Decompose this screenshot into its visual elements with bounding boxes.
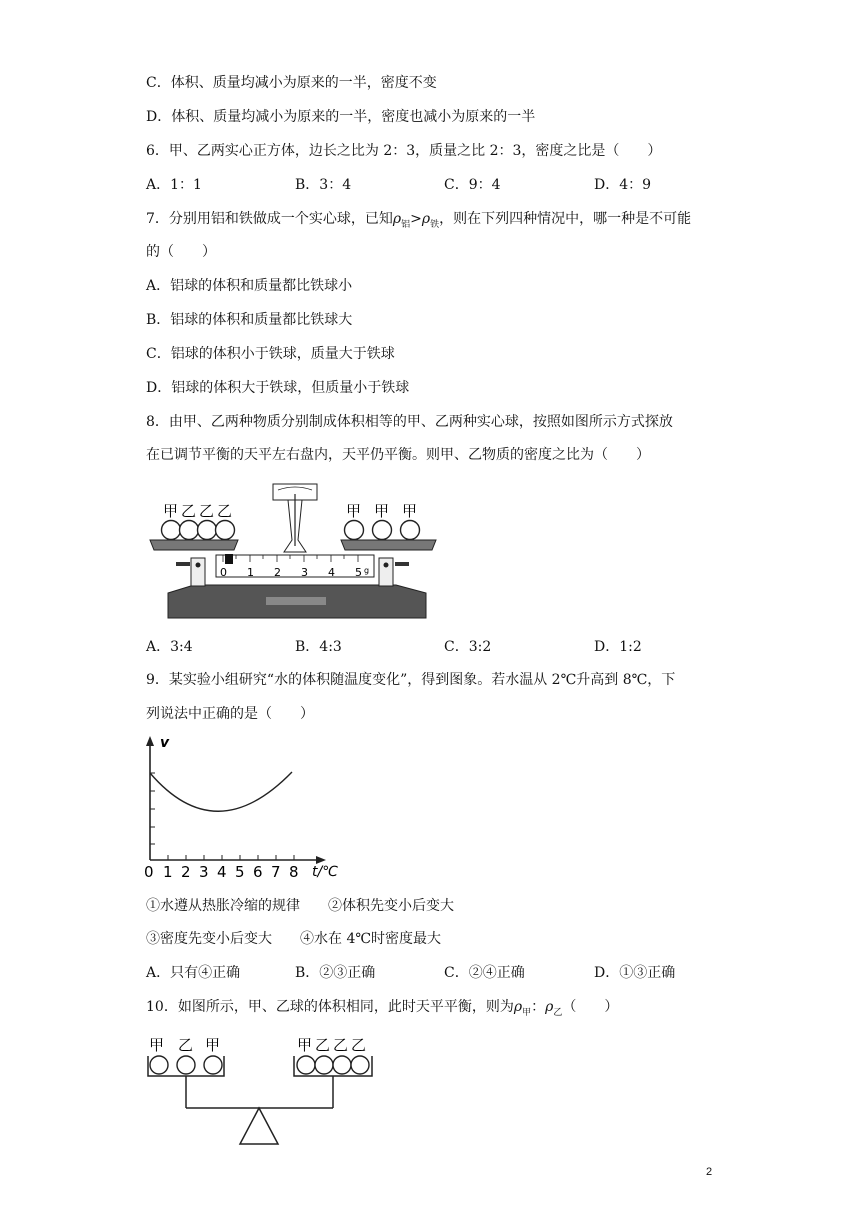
left-ball: [198, 521, 217, 540]
right-tray-label: 乙: [315, 1036, 331, 1054]
rho-sub-jia: 甲: [522, 1007, 532, 1018]
x-axis-arrow: [316, 856, 326, 864]
q10-text-pre: 10．如图所示，甲、乙球的体积相同，此时天平平衡，则为: [146, 999, 514, 1015]
left-ball: [216, 521, 235, 540]
ruler-unit: g: [364, 566, 370, 575]
right-ball: [345, 521, 364, 540]
ruler-tick-2: 2: [274, 566, 281, 579]
page-number: 2: [706, 1166, 713, 1178]
q9-option-c: C．②④正确: [444, 965, 525, 981]
question-9-line-1: 9．某实验小组研究“水的体积随温度变化”，得到图象。若水温从 2℃升高到 8℃，下: [146, 672, 676, 688]
q8-option-d: D．1:2: [594, 639, 642, 655]
balance-right-post: [379, 558, 393, 586]
left-tray-ball: [177, 1056, 195, 1074]
balance-left-post: [191, 558, 205, 586]
q9-option-d: D．①③正确: [594, 965, 676, 981]
ruler-tick-5: 5: [355, 566, 362, 579]
right-tray-label: 甲: [297, 1036, 313, 1054]
rho-sub-fe: 铁: [430, 219, 440, 230]
left-ball-label: 甲: [163, 502, 179, 520]
right-tray-ball: [351, 1056, 369, 1074]
gt-sign: >: [410, 211, 422, 227]
x-tick-8: 8: [289, 863, 299, 880]
rho-symbol: ρ: [513, 999, 523, 1015]
q9-statement-line-2: ③密度先变小后变大 ④水在 4℃时密度最大: [146, 931, 442, 947]
rho-symbol: ρ: [392, 211, 402, 227]
simple-balance-figure: [144, 1030, 384, 1150]
rho-sub-yi: 乙: [553, 1007, 563, 1018]
right-tray-ball: [315, 1056, 333, 1074]
balance-ruler: [216, 555, 374, 577]
question-7-line-2: 的（ ）: [146, 244, 216, 260]
balance-figure: [146, 480, 446, 625]
ruler-tick-1: 1: [247, 566, 254, 579]
volume-temperature-graph: [138, 732, 348, 880]
y-axis-arrow: [146, 736, 154, 746]
q9-option-a: A．只有④正确: [146, 965, 241, 981]
ruler-tick-3: 3: [301, 566, 308, 579]
right-tray-ball: [297, 1056, 315, 1074]
rho-symbol: ρ: [421, 211, 431, 227]
q9-statement-line-1: ①水遵从热胀冷缩的规律 ②体积先变小后变大: [146, 898, 454, 914]
q6-option-b: B．3：4: [295, 177, 352, 193]
volume-curve: [150, 772, 292, 811]
q6-option-c: C．9：4: [444, 177, 501, 193]
question-8-line-1: 8．由甲、乙两种物质分别制成体积相等的甲、乙两种实心球，按照如图所示方式探放: [146, 414, 673, 430]
question-9-line-2: 列说法中正确的是（ ）: [146, 706, 314, 722]
left-ball: [180, 521, 199, 540]
question-7-line-1: [146, 209, 691, 235]
x-tick-5: 5: [235, 863, 245, 880]
q7-option-c: C．铝球的体积小于铁球，质量大于铁球: [146, 346, 395, 362]
left-tray-ball: [150, 1056, 168, 1074]
x-tick-7: 7: [271, 863, 281, 880]
right-ball-label: 甲: [374, 502, 390, 520]
q9-option-b: B．②③正确: [295, 965, 376, 981]
ruler-tick-4: 4: [328, 566, 335, 579]
x-tick-4: 4: [217, 863, 227, 880]
line-option-1c: C．体积、质量均减小为原来的一半，密度不变: [146, 75, 437, 91]
left-tray-ball: [204, 1056, 222, 1074]
right-tray-ball: [333, 1056, 351, 1074]
x-tick-1: 1: [163, 863, 173, 880]
x-tick-6: 6: [253, 863, 263, 880]
right-tray-label: 乙: [351, 1036, 367, 1054]
right-ball: [401, 521, 420, 540]
right-tray-label: 乙: [333, 1036, 349, 1054]
q6-option-a: A．1：1: [146, 177, 202, 193]
q6-option-d: D．4：9: [594, 177, 652, 193]
x-axis-label: t/℃: [312, 864, 338, 880]
rho-sub-al: 铝: [401, 219, 411, 230]
q7-text-post: ，则在下列四种情况中，哪一种是不可能: [439, 211, 692, 227]
q8-option-a: A．3:4: [146, 639, 193, 655]
q7-option-a: A．铝球的体积和质量都比铁球小: [146, 278, 353, 294]
left-pan: [150, 540, 238, 550]
q7-option-b: B．铝球的体积和质量都比铁球大: [146, 312, 353, 328]
x-tick-3: 3: [199, 863, 209, 880]
right-ball: [373, 521, 392, 540]
q8-option-b: B．4:3: [295, 639, 342, 655]
right-ball-label: 甲: [346, 502, 362, 520]
q10-colon: ：: [531, 999, 546, 1015]
left-tray-label: 乙: [178, 1036, 194, 1054]
right-ball-label: 甲: [402, 502, 418, 520]
question-10: [146, 997, 618, 1023]
q7-text-pre: 7．分别用铝和铁做成一个实心球，已知: [146, 211, 393, 227]
left-tray-label: 甲: [149, 1036, 165, 1054]
q8-option-c: C．3:2: [444, 639, 492, 655]
fulcrum: [240, 1108, 278, 1144]
q10-text-post: （ ）: [562, 999, 619, 1015]
rho-symbol: ρ: [545, 999, 554, 1015]
y-axis-label: v: [160, 735, 170, 751]
question-6: 6．甲、乙两实心正方体，边长之比为 2：3，质量之比 2：3，密度之比是（ ）: [146, 143, 662, 159]
left-ball-label: 乙: [217, 502, 233, 520]
left-ball-label: 乙: [181, 502, 197, 520]
line-option-1d: D．体积、质量均减小为原来的一半，密度也减小为原来的一半: [146, 109, 536, 125]
question-8-line-2: 在已调节平衡的天平左右盘内，天平仍平衡。则甲、乙物质的密度之比为（ ）: [146, 447, 650, 463]
q7-option-d: D．铝球的体积大于铁球，但质量小于铁球: [146, 380, 410, 396]
left-ball-label: 乙: [199, 502, 215, 520]
left-ball: [162, 521, 181, 540]
ruler-tick-0: 0: [220, 566, 227, 579]
left-tray-label: 甲: [205, 1036, 221, 1054]
right-pan: [341, 540, 436, 550]
x-tick-0: 0: [144, 863, 154, 880]
x-tick-2: 2: [181, 863, 191, 880]
